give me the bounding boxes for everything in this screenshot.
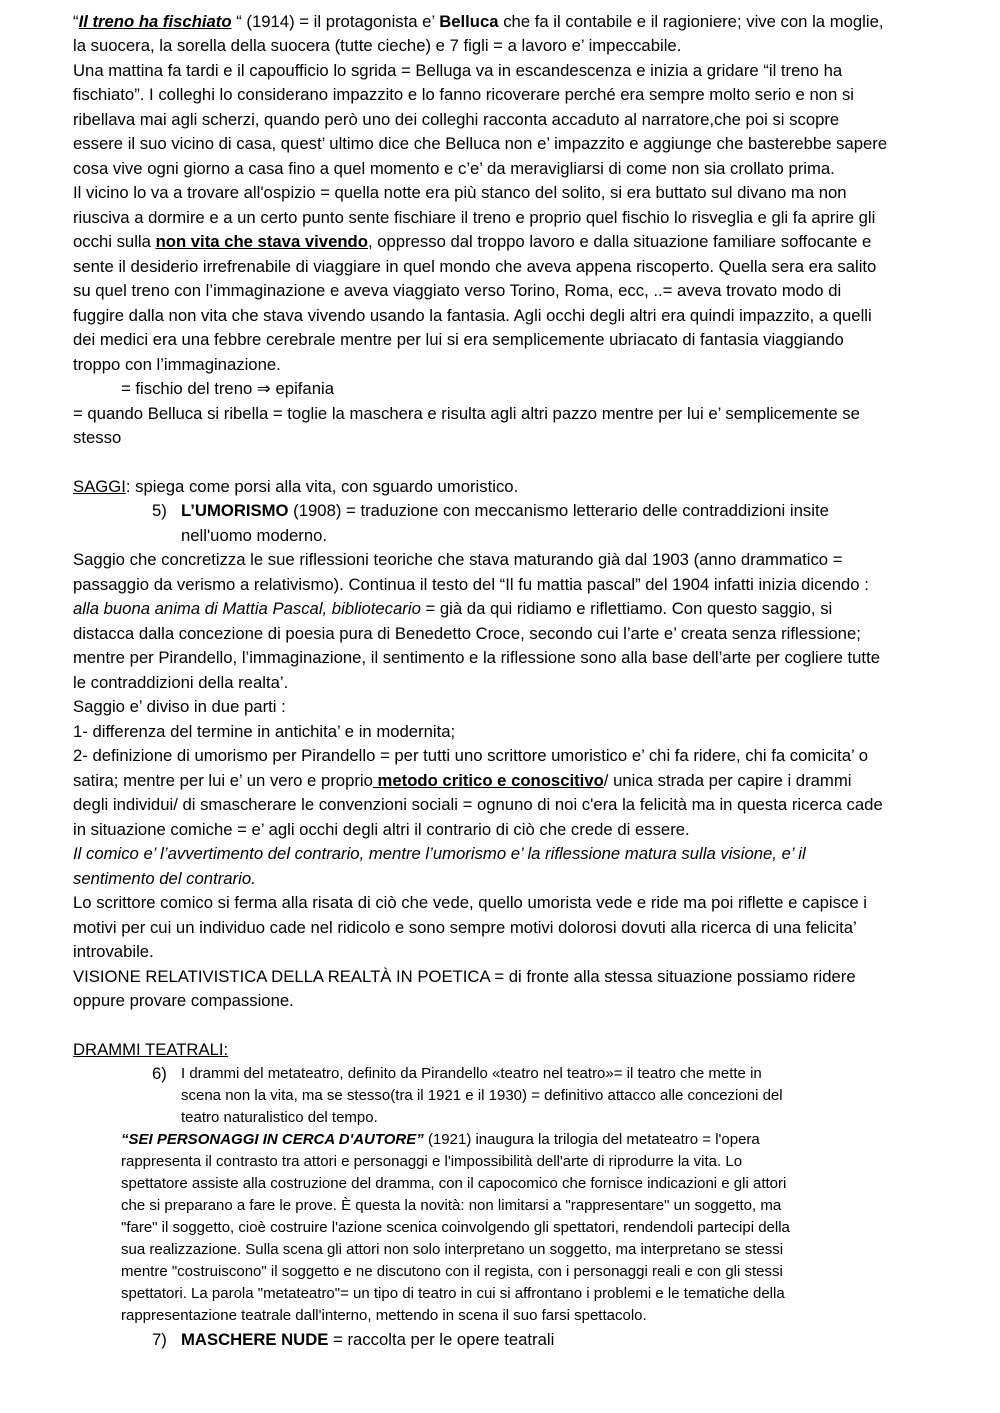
list-item: I drammi del metateatro, definito da Pirandello «teatro nel teatro»= il teatro che mette in	[181, 1065, 762, 1082]
text-line: scena non la vita, ma se stesso(tra il 1921 e il 1930) = definitivo attacco alle concezioni del	[181, 1087, 783, 1104]
text-line: alla buona anima di Mattia Pascal, bibliotecario = già da qui ridiamo e riflettiamo. Con questo saggio, si	[73, 599, 833, 618]
text-line: distacca dalla concezione di poesia pura di Benedetto Croce, secondo cui l’arte e’ creata senza riflessione;	[73, 624, 861, 643]
text-line: passaggio da verismo a relativismo). Continua il testo del “Il fu mattia pascal” del 1904 infatti inizia dicendo :	[73, 575, 869, 594]
text-line: sentimento del contrario.	[73, 869, 256, 888]
text-line: Saggio che concretizza le sue riflessioni teoriche che stava maturando già dal 1903 (anno drammatico =	[73, 550, 843, 569]
text-line: satira; mentre per lui e’ un vero e proprio metodo critico e conoscitivo/ unica strada per capire i drammi	[73, 771, 852, 790]
text-line: essere il suo vicino di casa, quest’ ultimo dice che Belluca non e’ impazzito e aggiunge che basterebbe sapere	[73, 134, 888, 153]
list-item: MASCHERE NUDE = raccolta per le opere teatrali	[181, 1330, 555, 1349]
text-line: su quel treno con l’immaginazione e aveva viaggiato verso Torino, Roma, ecc, ..= aveva trovato modo di	[73, 281, 842, 300]
text-line: nell'uomo moderno.	[181, 526, 328, 545]
text-line: Il comico e’ l’avvertimento del contrario, mentre l’umorismo e’ la riflessione matura sulla visione, e’ il	[73, 844, 806, 863]
list-item-number: 6)	[152, 1064, 167, 1083]
work-title: “SEI PERSONAGGI IN CERCA D'AUTORE”	[121, 1131, 424, 1148]
text-line: Lo scrittore comico si ferma alla risata di ciò che vede, quello umorista vede e ride ma poi riflette e capisce i	[73, 893, 867, 912]
text-line: sua realizzazione. Sulla scena gli attori non solo interpretano un soggetto, ma interpretano se stessi	[121, 1241, 784, 1258]
text-line: sente il desiderio irrefrenabile di viaggiare in quel mondo che aveva appena riscoperto. Quella sera era salito	[73, 257, 877, 276]
emphasis: non vita che stava vivendo	[155, 232, 368, 251]
text-line: rappresentazione teatrale dall'interno, mettendo in scena il suo farsi spettacolo.	[121, 1307, 647, 1324]
text-line: VISIONE RELATIVISTICA DELLA REALTÀ IN POETICA = di fronte alla stessa situazione possiamo ridere	[73, 967, 856, 986]
text-line: dei medici era una febbre cerebrale mentre per lui si era semplicemente ubriacato di fantasia viaggiando	[73, 330, 844, 349]
text-line: "fare" il soggetto, cioè costruire l'azione scenica coinvolgendo gli spettatori, rendendoli partecipi della	[121, 1219, 790, 1236]
text-line: spettatore assiste alla costruzione del dramma, con il capocomico che fornisce indicazioni e gli attori	[121, 1175, 787, 1192]
text-line: degli individui/ di smascherare le convenzioni sociali = ognuno di noi c'era la felicità ma in questa ricerca cade	[73, 795, 883, 814]
text-line: Il vicino lo va a trovare all'ospizio = quella notte era più stanco del solito, si era buttato sul divano ma non	[73, 183, 847, 202]
text-line: troppo con l’immaginazione.	[73, 355, 281, 374]
text-line: riusciva a dormire e a un certo punto sente fischiare il treno e proprio quel fischio lo risveglia e gli fa aprire gli	[73, 208, 876, 227]
text-line: “SEI PERSONAGGI IN CERCA D'AUTORE” (1921) inaugura la trilogia del metateatro = l'opera	[121, 1131, 760, 1148]
list-item-number: 7)	[152, 1330, 167, 1349]
text-line: Una mattina fa tardi e il capoufficio lo sgrida = Belluga va in escandescenza e inizia a gridare “il treno ha	[73, 61, 843, 80]
list-item: L’UMORISMO (1908) = traduzione con meccanismo letterario delle contraddizioni insite	[181, 501, 829, 520]
text-line: teatro naturalistico del tempo.	[181, 1109, 378, 1126]
text-line: Saggio e’ diviso in due parti :	[73, 697, 286, 716]
emphasis: metodo critico e conoscitivo	[372, 771, 604, 790]
text-line: occhi sulla non vita che stava vivendo, oppresso dal troppo lavoro e dalla situazione familiare soffocante e	[73, 232, 872, 251]
text-line: fischiato”. I colleghi lo considerano impazzito e lo fanno ricoverare perché era sempre molto serio e non si	[73, 85, 854, 104]
text-line: ribellava mai agli scherzi, quando però uno dei colleghi racconta accaduto al narratore,che poi si scopre	[73, 110, 840, 129]
text-line: fuggire dalla non vita che stava vivendo usando la fantasia. Agli occhi degli altri era quindi impazzito, a quelli	[73, 306, 872, 325]
list-item-number: 5)	[152, 501, 167, 520]
text-line: = fischio del treno ⇒ epifania	[121, 379, 334, 398]
text-line: le contraddizioni della realta’.	[73, 673, 289, 692]
text-line: “Il treno ha fischiato “ (1914) = il protagonista e’ Belluca che fa il contabile e il ragioniere; vive con la moglie,	[73, 12, 884, 31]
text-line: introvabile.	[73, 942, 154, 961]
text-line: motivi per cui un individuo cade nel ridicolo e sono sempre motivi dolorosi dovuti alla ricerca di una felicita’	[73, 918, 857, 937]
text-line: = quando Belluca si ribella = toglie la maschera e risulta agli altri pazzo mentre per lui e’ semplicemente se	[73, 404, 860, 423]
text-line: mentre "costruiscono" il soggetto e ne discutono con il regista, con i personaggi reali e con gli stessi	[121, 1263, 783, 1280]
text-line: stesso	[73, 428, 122, 447]
text-line: cosa vive ogni giorno a casa fino a quel momento e c’e’ da meravigliarsi di come non sia crollato prima.	[73, 159, 835, 178]
text-line: che si preparano a fare le prove. È questa la novità: non limitarsi a "rappresentare" un soggetto, ma	[121, 1197, 782, 1214]
text-line: in situazione comiche = e’ agli occhi degli altri il contrario di ciò che crede di essere.	[73, 820, 690, 839]
text-line: 2- definizione di umorismo per Pirandello = per tutti uno scrittore umoristico e’ chi fa ridere, chi fa comicita’ o	[73, 746, 869, 765]
work-title: Il treno ha fischiato	[78, 12, 232, 31]
text-line: la suocera, la sorella della suocera (tutte cieche) e 7 figli = a lavoro e’ impeccabile.	[73, 36, 682, 55]
section-heading-saggi: SAGGI: spiega come porsi alla vita, con sguardo umoristico.	[73, 477, 519, 496]
text-line: spettatori. La parola "metateatro"= un tipo di teatro in cui si affrontano i problemi e le tematiche della	[121, 1285, 785, 1302]
text-line: oppure provare compassione.	[73, 991, 294, 1010]
text-line: mentre per Pirandello, l’immaginazione, il sentimento e la riflessione sono alla base dell’arte per cogliere tutte	[73, 648, 880, 667]
section-heading-drammi: DRAMMI TEATRALI:	[73, 1040, 229, 1059]
text-line: rappresenta il contrasto tra attori e personaggi e l'impossibilità dell'arte di riprodurre la vita. Lo	[121, 1153, 743, 1170]
text-line: 1- differenza del termine in antichita’ e in modernita;	[73, 722, 456, 741]
